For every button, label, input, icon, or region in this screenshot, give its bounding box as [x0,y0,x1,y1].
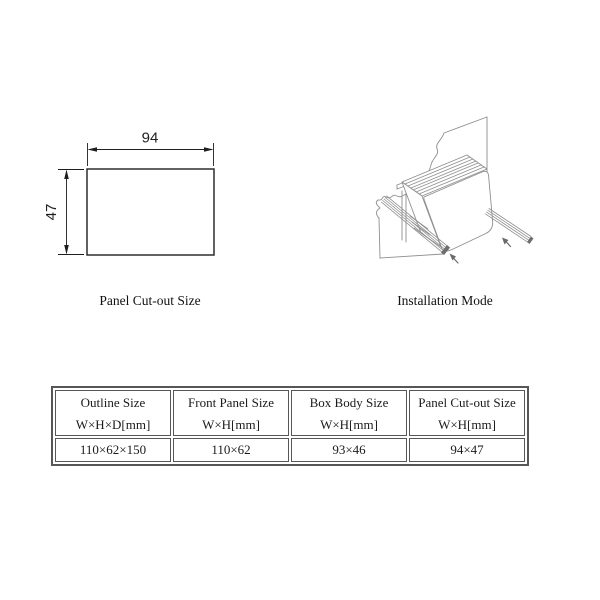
col-title: Panel Cut-out Size [418,395,516,410]
arrowhead-left-icon [88,147,98,152]
col-value-outline-size: 110×62×150 [55,438,171,462]
col-header-front-panel-size [173,390,289,436]
rail-line [488,210,530,238]
size-spec-table [51,386,529,466]
height-dimension-label: 47 [43,203,60,221]
col-title: Outline Size [80,395,146,410]
spec-header-row [55,390,525,436]
installation-illustration [376,117,533,308]
col-value-front-panel-size: 110×62 [173,438,289,462]
col-header-panel-cutout-size [409,390,525,436]
rail-line [489,209,531,237]
col-unit: W×H×D[mm] [75,417,151,432]
spec-value-row [55,438,525,462]
col-unit: W×H[mm] [320,417,378,432]
spec-table-container [51,386,529,466]
installation-caption: Installation Mode [397,293,493,308]
col-title: Box Body Size [309,395,389,410]
col-header-outline-size [55,390,171,436]
col-header-box-body-size [291,390,407,436]
rail-end-cap [527,237,534,245]
width-dimension-label: 94 [141,129,159,147]
arrowhead-down-icon [64,245,69,255]
cutout-caption: Panel Cut-out Size [99,293,201,308]
col-unit: W×H[mm] [438,417,496,432]
col-unit: W×H[mm] [202,417,260,432]
cutout-rectangle [87,169,214,255]
col-value-box-body-size: 93×46 [291,438,407,462]
col-value-panel-cutout-size: 94×47 [409,438,525,462]
rail-line [487,212,529,240]
col-title: Front Panel Size [188,395,274,410]
height-dimension [58,170,84,255]
arrowhead-right-icon [204,147,214,152]
panel-cutout-diagram [43,130,214,309]
arrowhead-up-icon [64,170,69,180]
